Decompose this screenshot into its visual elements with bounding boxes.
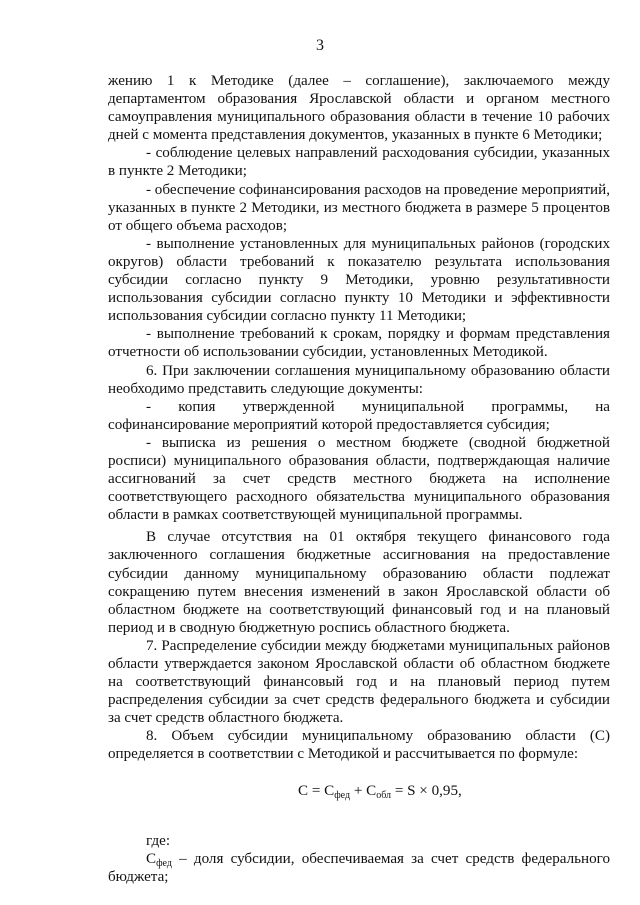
list-item-result-requirements: - выполнение установленных для муниципальных районов (городских округов) области требований к показателю результата использования субсидии согласно пункту 9 Методики, уровню результативности использования субсидии согласно пункту 10 Методики и эффективности использования субсидии согласно пункту 11 Методики;	[108, 235, 610, 325]
paragraph-absence-of-agreement: В случае отсутствия на 01 октября текущего финансового года заключенного соглашения бюджетные ассигнования на предоставление субсидии данному муниципальному образованию области подлежат сокращению путем внесения изменений в закон Ярославской области об областном бюджете на соответствующий финансовый год и на плановый период и в сводную бюджетную роспись областного бюджета.	[108, 529, 610, 636]
paragraph-item-6: 6. При заключении соглашения муниципальному образованию области необходимо представить следующие документы:	[108, 362, 610, 397]
formula-lhs: С = С	[298, 782, 335, 799]
page-number: 3	[316, 37, 324, 54]
definition-symbol-sub: фед	[156, 857, 172, 869]
list-item-budget-extract: - выписка из решения о местном бюджете (сводной бюджетной росписи) муниципального образования области, подтверждающая наличие ассигнований за счет средств местного бюджета на исполнение соответствующего расходного обязательства муниципального образования области в рамках соответствующей муниципальной программы.	[108, 434, 610, 524]
list-item-program-copy: - копия утвержденной муниципальной программы, на софинансирование мероприятий которой предоставляется субсидия;	[108, 398, 610, 433]
definition-text: – доля субсидии, обеспечиваемая за счет средств федерального бюджета;	[108, 850, 610, 885]
formula-plus: + С	[350, 782, 377, 799]
formula-sub-fed: фед	[334, 789, 351, 801]
subsidy-formula	[108, 782, 610, 800]
formula-sub-obl: обл	[376, 789, 392, 801]
document-body	[108, 72, 610, 886]
list-item-cofinancing: - обеспечение софинансирования расходов на проведение мероприятий, указанных в пункте 2 Методики, из местного бюджета в размере 5 процентов от общего объема расходов;	[108, 181, 610, 234]
definition-symbol: С	[146, 850, 157, 867]
paragraph-continuation: жению 1 к Методике (далее – соглашение), заключаемого между департаментом образования Ярославской области и органом местного самоуправления муниципального образования области в течение 10 рабочих дней с момента представления документов, указанных в пункте 6 Методики;	[108, 73, 610, 144]
list-item-reporting-requirements: - выполнение требований к срокам, порядку и формам представления отчетности об использовании субсидии, установленных Методикой.	[108, 326, 610, 361]
paragraph-item-7: 7. Распределение субсидии между бюджетами муниципальных районов области утверждается законом Ярославской области об областном бюджете на соответствующий финансовый год и на плановый период путем распределения субсидии за счет средств федерального бюджета и субсидии за счет средств областного бюджета.	[108, 637, 610, 727]
list-item-target-directions: - соблюдение целевых направлений расходования субсидии, указанных в пункте 2 Методики;	[108, 145, 610, 180]
definition-c-fed	[108, 850, 610, 886]
where-label: где:	[146, 832, 171, 849]
formula-rhs: = S × 0,95,	[391, 782, 462, 799]
paragraph-item-8: 8. Объем субсидии муниципальному образованию области (С) определяется в соответствии с Методикой и рассчитывается по формуле:	[108, 728, 610, 763]
